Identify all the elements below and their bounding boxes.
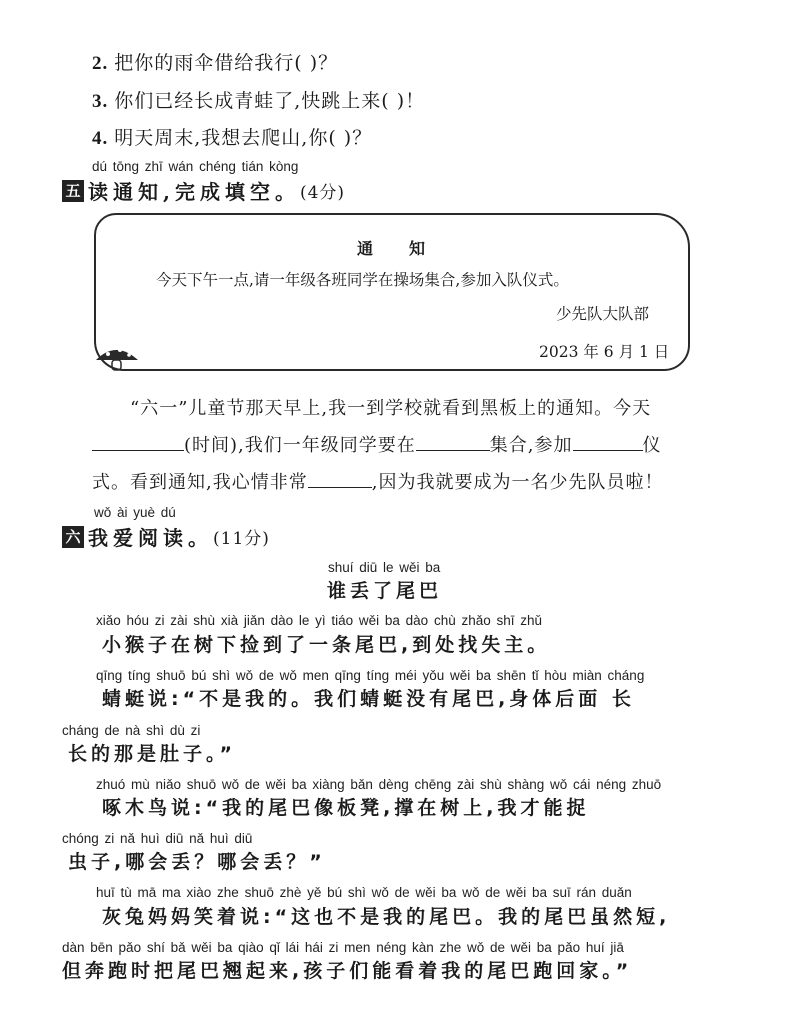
fill-line-2 [92, 431, 662, 457]
section5-title: 读通知,完成填空。 [88, 180, 300, 204]
section5-badge: 五 [62, 180, 84, 202]
story-pinyin-line: xiǎo hóu zi zài shù xià jiǎn dào le yì tiáo wěi ba dào chù zhǎo shī zhǔ [96, 613, 543, 628]
story-pinyin-line: chóng zi nǎ huì diū nǎ huì diū [62, 831, 253, 846]
mushroom-icon [94, 342, 142, 372]
story-text-line: 长的那是肚子。” [68, 743, 236, 765]
notice-title: 通知 [357, 239, 462, 258]
question-2 [92, 48, 338, 75]
section5-score: (4分) [299, 183, 346, 203]
story-text-line: 蜻蜓说:“不是我的。我们蜻蜓没有尾巴,身体后面 长 [102, 688, 635, 710]
fill-text-time: (时间),我们一年级同学要在 [184, 435, 416, 456]
story-text-line: 虫子,哪会丢？哪会丢？” [68, 851, 326, 873]
story-pinyin-line: qīng tíng shuō bú shì wǒ de wǒ men qīng tíng méi yǒu wěi ba shēn tǐ hòu miàn cháng [96, 668, 645, 683]
fill-line-1: “六一”儿童节那天早上,我一到学校就看到黑板上的通知。今天 [130, 398, 652, 419]
time-blank[interactable] [92, 434, 184, 451]
fill-line-3 [92, 468, 663, 494]
question-number: 4. [92, 128, 109, 149]
story-text-line: 灰兔妈妈笑着说:“这也不是我的尾巴。我的尾巴虽然短, [102, 906, 671, 928]
story-pinyin-line: huī tù mā ma xiào zhe shuō zhè yě bú shì wǒ de wěi ba wǒ de wěi ba suī rán duǎn [96, 885, 632, 900]
section6-header [62, 522, 270, 551]
ceremony-blank[interactable] [573, 434, 643, 451]
fill-text-ceremony: 仪 [642, 435, 662, 456]
story-text-line: 但奔跑时把尾巴翘起来,孩子们能看着我的尾巴跑回家。” [62, 960, 633, 982]
notice-date: 2023 年 6 月 1 日 [539, 343, 670, 361]
question-number: 2. [92, 53, 109, 74]
mood-blank[interactable] [308, 471, 372, 488]
story-text-line: 啄木鸟说:“我的尾巴像板凳,撑在树上,我才能捉 [102, 797, 590, 819]
place-blank[interactable] [416, 434, 490, 451]
section6-pinyin: wǒ ài yuè dú [94, 505, 176, 520]
story-pinyin-line: zhuó mù niǎo shuō wǒ de wěi ba xiàng bǎn dèng chēng zài shù shàng wǒ cái néng zhuō [96, 777, 662, 792]
question-3 [92, 86, 425, 113]
notice-body: 今天下午一点,请一年级各班同学在操场集合,参加入队仪式。 [156, 271, 569, 289]
notice-signer: 少先队大队部 [556, 305, 650, 323]
section5-pinyin: dú tōng zhī wán chéng tián kòng [92, 159, 299, 174]
question-text: 明天周末,我想去爬山,你( )？ [114, 127, 373, 149]
story-title: 谁丢了尾巴 [327, 580, 443, 602]
fill-text-mood: 式。看到通知,我心情非常 [92, 472, 308, 493]
fill-text-end: ,因为我就要成为一名少先队员啦！ [371, 472, 664, 493]
story-text-line: 小猴子在树下捡到了一条尾巴,到处找失主。 [102, 634, 551, 656]
question-text: 你们已经长成青蛙了,快跳上来( )！ [114, 90, 426, 112]
section6-title: 我爱阅读。 [88, 526, 213, 550]
question-text: 把你的雨伞借给我行( )？ [114, 52, 339, 74]
story-pinyin-line: cháng de nà shì dù zi [62, 723, 201, 738]
question-4 [92, 123, 372, 150]
section5-header [62, 176, 345, 205]
story-pinyin-line: dàn bēn pǎo shí bǎ wěi ba qiào qǐ lái hái zi men néng kàn zhe wǒ de wěi ba pǎo huí jiā [62, 940, 624, 955]
section6-badge: 六 [62, 526, 84, 548]
section6-score: (11分) [213, 529, 270, 549]
fill-text-place: 集合,参加 [489, 435, 573, 456]
story-title-pinyin: shuí diū le wěi ba [328, 560, 441, 575]
question-number: 3. [92, 91, 109, 112]
